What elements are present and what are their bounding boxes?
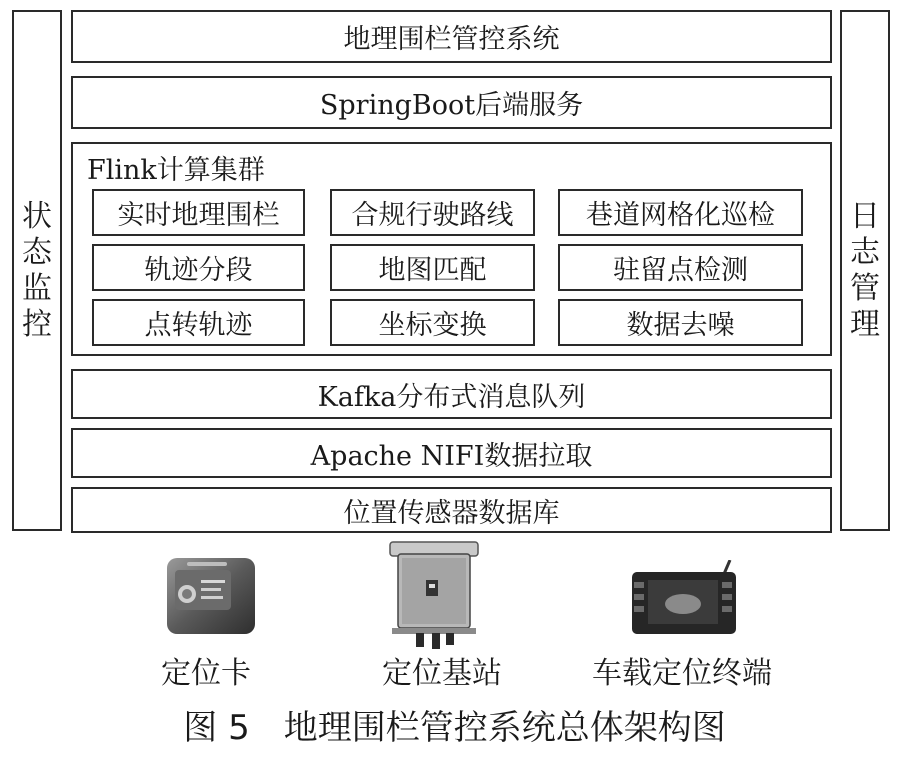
log-management-char: 志 <box>850 234 880 270</box>
flink-cluster-panel <box>71 142 832 356</box>
positioning-card-image <box>165 556 257 636</box>
nifi-ingest-layer: Apache NIFI数据拉取 <box>71 428 832 478</box>
module-coordinate-transform: 坐标变换 <box>330 299 535 346</box>
log-management-char: 理 <box>850 306 880 342</box>
figure-caption: 图 5 地理围栏管控系统总体架构图 <box>183 708 726 748</box>
status-monitor-char: 监 <box>22 270 52 306</box>
module-stay-point-detection: 驻留点检测 <box>558 244 803 291</box>
log-management-bar <box>840 10 890 531</box>
module-data-denoising: 数据去噪 <box>558 299 803 346</box>
module-compliant-route: 合规行驶路线 <box>330 189 535 236</box>
geofence-system-layer: 地理围栏管控系统 <box>71 10 832 63</box>
flink-cluster-title: Flink计算集群 <box>87 155 265 186</box>
log-management-char: 管 <box>850 270 880 306</box>
module-realtime-geofence: 实时地理围栏 <box>92 189 305 236</box>
status-monitor-char: 控 <box>22 306 52 342</box>
sensor-database-layer: 位置传感器数据库 <box>71 487 832 533</box>
module-trajectory-segmentation: 轨迹分段 <box>92 244 305 291</box>
status-monitor-bar <box>12 10 62 531</box>
module-tunnel-grid-inspection: 巷道网格化巡检 <box>558 189 803 236</box>
springboot-backend-layer: SpringBoot后端服务 <box>71 76 832 129</box>
module-map-matching: 地图匹配 <box>330 244 535 291</box>
device-label-vehicle-terminal: 车载定位终端 <box>592 656 772 691</box>
base-station-image <box>388 540 480 650</box>
device-label-base-station: 定位基站 <box>382 656 502 691</box>
module-point-to-trajectory: 点转轨迹 <box>92 299 305 346</box>
status-monitor-char: 状 <box>22 198 52 234</box>
device-label-positioning-card: 定位卡 <box>161 656 251 691</box>
kafka-queue-layer: Kafka分布式消息队列 <box>71 369 832 419</box>
log-management-char: 日 <box>850 198 880 234</box>
vehicle-terminal-image <box>628 560 740 638</box>
status-monitor-char: 态 <box>22 234 52 270</box>
